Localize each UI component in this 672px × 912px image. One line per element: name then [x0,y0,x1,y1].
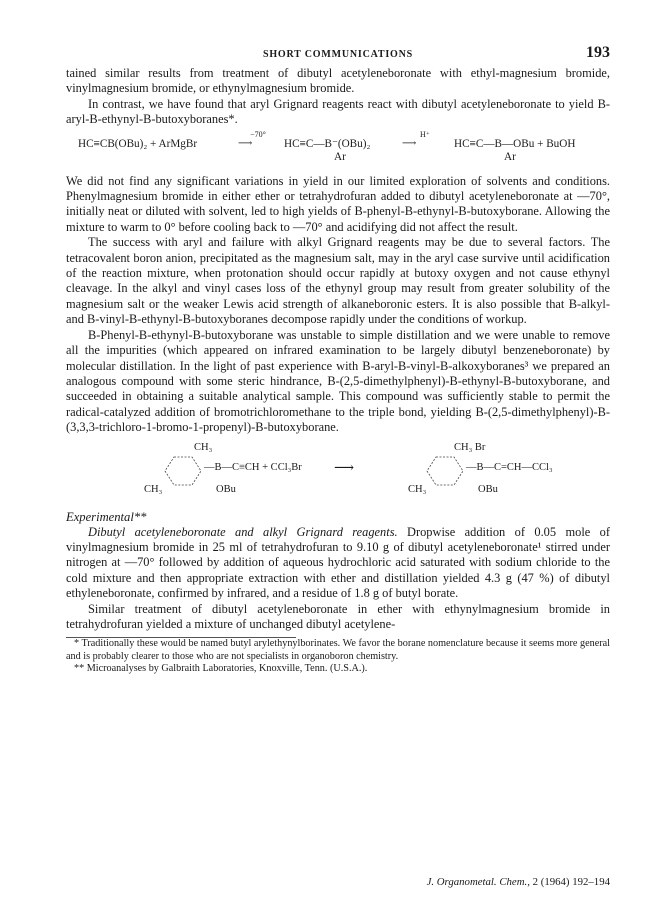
paragraph-6-body: Dropwise addition of 0.05 mole of vinylmagnesium bromide in 25 ml of tetrahydrofuran to 9.10 g of dibutyl acetyleneboronate¹ stirred under nitrogen at —70° followed by addition of aqueous hydrochloric acid saturated with sodium chloride to the cold mixture and then appropriate extraction with ether and distillation yielded 4.3 g (47 %) of dibutyl ethyleneboronate, confirmed by infrared, and a residue of 1.8 g of butyl borate. [66,524,610,601]
product-butoxy: OBu [478,483,498,495]
paragraph-6 [66,525,610,602]
page-number: 193 [586,44,610,61]
scheme1-arrow-1: −70° ⟶ [238,137,278,150]
product-methyl-bottom: CH₃ [408,483,427,495]
reaction-scheme-2 [66,442,610,502]
reaction-scheme-1 [66,129,610,164]
paragraph-1: tained similar results from treatment of dibutyl acetyleneboronate with ethyl-magnesium bromide, vinylmagnesium bromide, or ethynylmagnesium bromide. [66,66,610,96]
page [66,44,610,888]
experimental-heading: Experimental** [66,509,147,524]
journal-citation [427,876,610,888]
scheme2-arrow: ⟶ [334,460,355,476]
footnote-1: * Traditionally these would be named butyl arylethynylborinates. We favor the borane nomenclature because it seems more general and is probably clearer to those who are not specialists in organoboron chemistry. [66,638,610,662]
scheme1-product-substituent: Ar [504,150,516,163]
reactant-methyl-bottom: CH₃ [144,483,163,495]
benzene-ring-reactant [164,454,208,488]
running-title: SHORT COMMUNICATIONS [262,49,413,60]
product-chain: —B—C=CH—CCl₃ [466,461,553,473]
citation-details: 2 (1964) 192–194 [529,876,610,888]
scheme1-intermediate-substituent: Ar [334,150,346,163]
reactant-butoxy: OBu [216,483,236,495]
paragraph-2: In contrast, we have found that aryl Grignard reagents react with dibutyl acetyleneboronate to yield B-aryl-B-ethynyl-B-butoxyboranes*. [66,96,610,127]
reactant-chain: —B—C≡CH + CCl₃Br [204,461,302,473]
scheme1-intermediate: HC≡C—B⁻(OBu)₂ [284,137,371,150]
benzene-ring-product [426,454,470,488]
scheme1-reactant: HC≡CB(OBu)₂ + ArMgBr [78,137,198,150]
scheme1-arrow-2: H⁺ ⟶ [402,137,448,150]
paragraph-6-title: Dibutyl acetyleneboronate and alkyl Grignard reagents. [88,524,398,539]
paragraph-5: B-Phenyl-B-ethynyl-B-butoxyborane was unstable to simple distillation and we were unable to remove all the impurities (which appeared on infrared examination to be largely dibutyl benzeneboronate) by molecular distillation. In the light of past experience with B-aryl-B-vinyl-B-alkoxyboranes³ we prepared an analogous compound with some steric hindrance, B-(2,5-dimethylphenyl)-B-ethynyl-B-butoxyborane, and succeeded in obtaining a suitable analytical sample. This compound was sufficiently stable to permit the radical-catalyzed addition of bromotrichloromethane to the triple bond, yielding B-(2,5-dimethylphenyl)-B-(3,3,3-trichloro-1-bromo-1-propenyl)-B-butoxyborane. [66,327,610,435]
scheme1-condition-2: H⁺ [420,129,430,139]
reactant-methyl-top: CH₃ [194,441,213,453]
paragraph-3: We did not find any significant variations in yield in our limited exploration of solvents and conditions. Phenylmagnesium bromide in either ether or tetrahydrofuran added to dibutyl acetyleneboronate at —70°, initially neat or diluted with solvent, led to high yields of B-phenyl-B-ethynyl-B-butoxyborane. Allowing the mixture to warm to 0° before cooling back to —70° and acidifying did not affect the result. [66,173,610,234]
footnote-2: ** Microanalyses by Galbraith Laboratories, Knoxville, Tenn. (U.S.A.). [74,663,368,675]
page-header [66,44,610,66]
paragraph-7: Similar treatment of dibutyl acetyleneboronate in ether with ethynylmagnesium bromide in tetrahydrofuran yielded a mixture of unchanged dibutyl acetylene- [66,601,610,631]
paragraph-4: The success with aryl and failure with alkyl Grignard reagents may be due to several factors. The tetracovalent boron anion, precipitated as the magnesium salt, may in the aryl case survive until acidification of the reaction mixture, when protonation should occur rapidly at butoxy oxygen and not cause ethynyl cleavage. In the alkyl and vinyl cases loss of the ethynyl group may result from greater solubility of the magnesium salt or the weaker Lewis acid strength of alkaneboronic esters. It is also possible that B-alkyl- and B-vinyl-B-ethynyl-B-butoxyboranes decompose rapidly under the conditions of workup. [66,235,610,327]
citation-journal: J. Organometal. Chem., [426,876,530,888]
product-methyl-bromine: CH₃ Br [454,441,486,453]
scheme1-product: HC≡C—B—OBu + BuOH [454,137,576,150]
scheme1-condition-1: −70° [250,129,266,139]
